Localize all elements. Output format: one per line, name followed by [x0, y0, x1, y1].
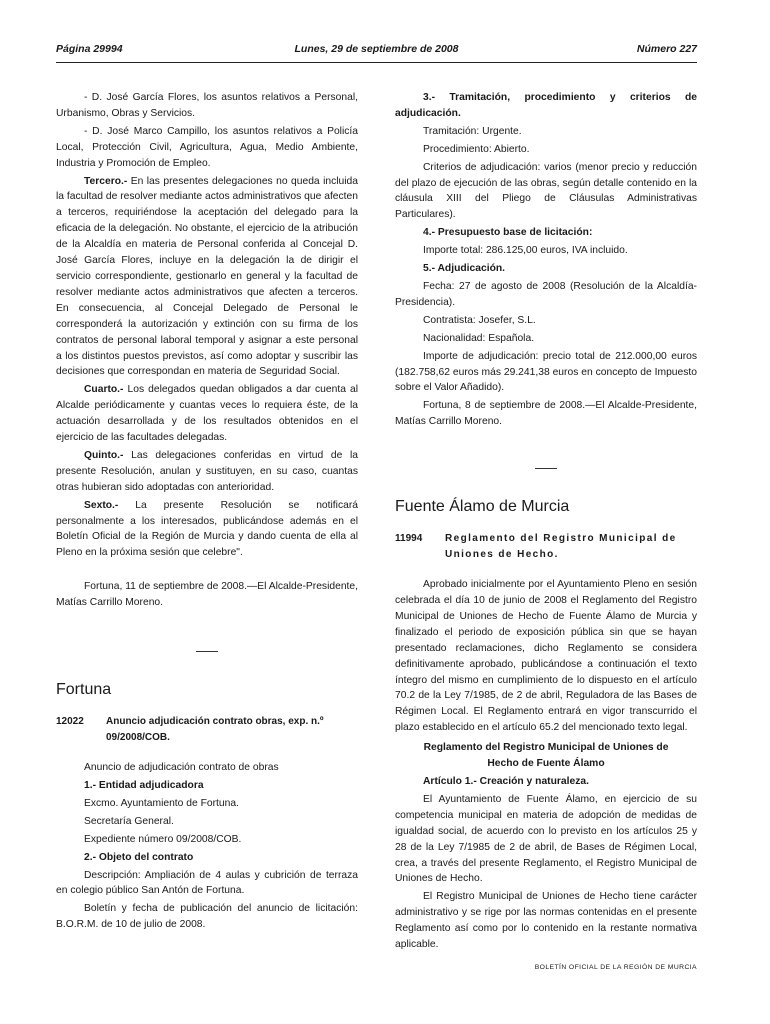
article-heading: Artículo 1.- Creación y naturaleza. — [423, 776, 589, 787]
section-title-fuente-alamo: Fuente Álamo de Murcia — [395, 498, 570, 516]
header-rule — [56, 62, 697, 63]
paragraph: Tramitación: Urgente. — [423, 125, 522, 137]
clause-text: En las presentes delegaciones no queda incluida la facultad de resolver mediante actos administrativos que afecten a terceros, requiriéndose la aceptación del delegado para la eficacia de la delegación. No obstante, el ejercicio de la atribución de la Alcaldía en materia de Personal conferida al Concejal D. José García Flores, incluye en la delegación la de dirigir el servicio correspondiente, gestionarlo en general y la facultad de resolver mediante actos administrativos que afecten a terceros. En consecuencia, al Concejal Delegado de Personal le corresponderá la autorización y extinción con su firma de los contratos de personal laboral temporal y asignar a este personal a los distintos puestos previstos, así como adoptar y suscribir las decisiones que correspondan en materia de Seguridad Social. — [56, 175, 358, 378]
right-column — [395, 90, 697, 955]
clause-text: Las delegaciones conferidas en virtud de la presente Resolución, anulan y sustituyen, en su caso, cuantas otras hubieran sido adoptadas con anterioridad. — [56, 449, 358, 493]
header-issue-number: Número 227 — [636, 43, 697, 55]
clause-label: Tercero.- — [84, 175, 128, 187]
subheading: 2.- Objeto del contrato — [84, 851, 194, 863]
announcement-heading — [56, 714, 358, 746]
signature: Fortuna, 11 de septiembre de 2008.—El Alcalde-Presidente, Matías Carrillo Moreno. — [56, 581, 358, 609]
paragraph: El Ayuntamiento de Fuente Álamo, en ejercicio de su competencia municipal en materia de adopción de medidas de igualdad social, de acuerdo con lo previsto en los artículos 25 y 28 de la Ley 7/1985 de 2 de abril, de Bases de Régimen Local, crea, a través del presente Reglamento, el Registro Municipal de Uniones de Hecho. — [395, 793, 697, 885]
paragraph: Contratista: Josefer, S.L. — [423, 314, 536, 326]
paragraph: - D. José García Flores, los asuntos relativos a Personal, Urbanismo, Obras y Servicios. — [56, 92, 358, 119]
header-page-number: Página 29994 — [56, 43, 123, 55]
paragraph: Aprobado inicialmente por el Ayuntamiento Pleno en sesión celebrada el día 10 de junio de 2008 el Reglamento del Registro Municipal de Uniones de Hecho de Fuente Álamo de Murcia y finalizado el periodo de exposición pública sin que se hayan presentado reclamaciones, dicho Reglamento se considera definitivamente aprobado, publicándose a continuación el texto íntegro del mismo en cumplimiento de lo dispuesto en el artículo 70.2 de la Ley 7/1985, de 2 de abril, Reguladora de las Bases de Régimen Local. El Reglamento entrará en vigor transcurrido el plazo establecido en el artículo 65.2 del mencionado texto legal. — [395, 579, 697, 734]
subheading: 5.- Adjudicación. — [423, 263, 506, 275]
announcement-number: 11994 — [395, 533, 423, 545]
subheading: 1.- Entidad adjudicadora — [84, 780, 204, 791]
clause-label: Cuarto.- — [84, 384, 124, 396]
paragraph: Secretaría General. — [84, 815, 174, 827]
clause-text: Los delegados quedan obligados a dar cuenta al Alcalde periódicamente y cuantas veces lo requiera éste, de la actuación desarrollada y de los resultados obtenidos en el ejercicio de las facultades delegadas. — [56, 384, 358, 444]
page-header — [56, 43, 697, 59]
subheading: 4.- Presupuesto base de licitación: — [423, 227, 593, 239]
announcement-title: Reglamento del Registro Municipal de Uniones de Hecho. — [445, 533, 677, 561]
subheading: 3.- Tramitación, procedimiento y criterios de adjudicación. — [395, 92, 697, 119]
page-footer: BOLETÍN OFICIAL DE LA REGIÓN DE MURCIA — [534, 964, 697, 971]
paragraph: Importe de adjudicación: precio total de 212.000,00 euros (182.758,62 euros más 29.241,38 euros en concepto de Impuesto sobre el Valor Añadido). — [395, 350, 697, 394]
paragraph: Criterios de adjudicación: varios (menor precio y reducción del plazo de ejecución de las obras, según detalle contenido en la cláusula XIII del Pliego de Cláusulas Administrativas Particulares). — [395, 161, 697, 221]
paragraph: Anuncio de adjudicación contrato de obras — [84, 762, 279, 774]
announcement-heading — [395, 531, 697, 563]
paragraph: - D. José Marco Campillo, los asuntos relativos a Policía Local, Protección Civil, Agricultura, Agua, Medio Ambiente, Industria y Promoción de Empleo. — [56, 125, 358, 169]
header-date: Lunes, 29 de septiembre de 2008 — [294, 43, 459, 55]
paragraph: Excmo. Ayuntamiento de Fortuna. — [84, 797, 239, 809]
paragraph: Procedimiento: Abierto. — [423, 143, 530, 155]
announcement-title: Anuncio adjudicación contrato obras, exp. n.º 09/2008/COB. — [106, 716, 324, 744]
paragraph: Fecha: 27 de agosto de 2008 (Resolución de la Alcaldía-Presidencia). — [395, 280, 697, 308]
paragraph-quinto — [56, 448, 358, 496]
signature: Fortuna, 8 de septiembre de 2008.—El Alcalde-Presidente, Matías Carrillo Moreno. — [395, 400, 697, 428]
paragraph: Nacionalidad: Española. — [423, 332, 535, 344]
announcement-number: 12022 — [56, 716, 84, 728]
clause-label: Quinto.- — [84, 449, 124, 461]
left-column — [56, 90, 358, 935]
paragraph: Importe total: 286.125,00 euros, IVA incluido. — [423, 245, 628, 257]
clause-label: Sexto.- — [84, 499, 119, 511]
regulation-title: Reglamento del Registro Municipal de Uniones de Hecho de Fuente Álamo — [423, 742, 669, 770]
paragraph-tercero — [56, 174, 358, 381]
paragraph: El Registro Municipal de Uniones de Hecho tiene carácter administrativo y se rige por las normas contenidas en el presente Reglamento así como por lo contenido en la restante normativa aplicable. — [395, 891, 697, 951]
paragraph: Descripción: Ampliación de 4 aulas y cubrición de terraza en colegio público San Antón de Fortuna. — [56, 869, 358, 897]
paragraph: Expediente número 09/2008/COB. — [84, 833, 242, 845]
paragraph: Boletín y fecha de publicación del anuncio de licitación: B.O.R.M. de 10 de julio de 2008. — [56, 903, 358, 931]
paragraph-sexto — [56, 498, 358, 562]
section-title-fortuna: Fortuna — [56, 681, 112, 699]
clause-text: La presente Resolución se notificará personalmente a los interesados, publicándose además en el Boletín Oficial de la Región de Murcia y dando cuenta de ella al Pleno en la próxima sesión que celebre". — [56, 499, 358, 559]
paragraph-cuarto — [56, 382, 358, 446]
